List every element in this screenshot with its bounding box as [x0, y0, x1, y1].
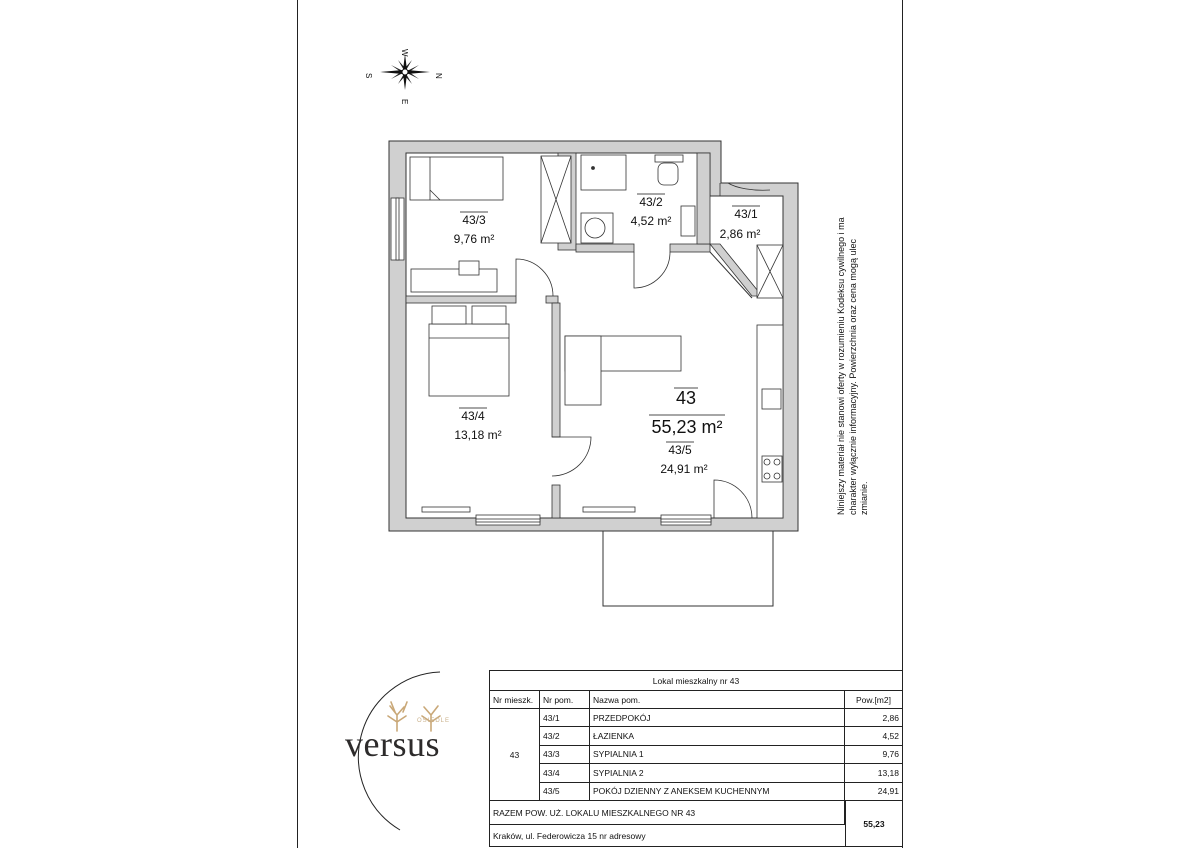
table-row: [540, 727, 902, 745]
apartment-label: [649, 388, 725, 437]
room-label-43-1: [720, 206, 761, 241]
room-label-43-3: [454, 212, 495, 246]
svg-text:4,52 m²: 4,52 m²: [630, 214, 672, 228]
cell-name: ŁAZIENKA: [590, 727, 845, 744]
svg-text:43/5: 43/5: [668, 443, 692, 457]
table-row: [540, 746, 902, 764]
cell-name: POKÓJ DZIENNY Z ANEKSEM KUCHENNYM: [590, 783, 845, 800]
wardrobe-1: [541, 156, 571, 243]
svg-text:55,23 m²: 55,23 m²: [651, 417, 723, 437]
sofa: [565, 336, 681, 405]
cell-name: SYPIALNIA 2: [590, 764, 845, 781]
svg-text:43/4: 43/4: [461, 409, 485, 423]
table-address-row: [490, 825, 902, 846]
cell-nr: 43/5: [540, 783, 590, 800]
header-nr-mieszk: Nr mieszk.: [490, 691, 540, 708]
kitchen-counter: [757, 325, 783, 518]
cell-area: 2,86: [882, 712, 899, 723]
compass-east-label: E: [400, 99, 409, 105]
area-table: [489, 670, 903, 847]
cell-area: 4,52: [882, 731, 899, 742]
logo-small-text: OSIEDLE: [417, 718, 451, 724]
compass-north-label: N: [434, 73, 443, 79]
svg-text:2,86 m²: 2,86 m²: [719, 227, 761, 241]
room-label-43-4: [454, 408, 501, 442]
cell-nr: 43/4: [540, 764, 590, 781]
bed-single: [410, 157, 503, 200]
total-value: 55,23: [845, 801, 902, 846]
compass-rose-icon: [380, 54, 430, 90]
svg-text:24,91 m²: 24,91 m²: [660, 462, 708, 476]
table-title: Lokal mieszkalny nr 43: [652, 675, 740, 686]
cell-name: PRZEDPOKÓJ: [590, 709, 845, 726]
desk-1: [411, 261, 497, 292]
cell-area: 13,18: [877, 767, 899, 778]
svg-text:13,18 m²: 13,18 m²: [454, 428, 502, 442]
table-row: [540, 783, 902, 801]
table-row: [540, 764, 902, 782]
room-label-43-5: [660, 442, 707, 476]
disclaimer-note: Niniejszy materiał nie stanowi oferty w rozumieniu Kodeksu cywilnego i ma charakter wyłącznie informacyjny. Powierzchnia oraz cena mogą ulec zmianie.: [836, 217, 869, 515]
room-label-43-2: [631, 194, 672, 228]
table-total-row: [490, 801, 902, 825]
table-header-row: [490, 691, 902, 709]
address: Kraków, ul. Federowicza 15 nr adresowy: [493, 830, 646, 841]
svg-text:43: 43: [675, 388, 697, 408]
cell-area: 9,76: [882, 749, 899, 760]
logo-name: versus: [345, 724, 440, 764]
cell-area: 24,91: [877, 786, 899, 797]
cell-nr: 43/1: [540, 709, 590, 726]
table-row: [540, 709, 902, 727]
bathroom-fixtures: [581, 155, 695, 243]
table-title-row: [490, 671, 902, 691]
svg-text:43/1: 43/1: [734, 207, 758, 221]
header-nr-pom: Nr pom.: [540, 691, 590, 708]
apartment-number-cell: 43: [490, 709, 540, 801]
hall-wardrobe: [757, 245, 783, 298]
cell-name: SYPIALNIA 1: [590, 746, 845, 763]
header-pow: Pow.[m2]: [856, 694, 891, 705]
cell-nr: 43/3: [540, 746, 590, 763]
compass-south-label: S: [364, 73, 373, 79]
svg-text:43/3: 43/3: [462, 213, 486, 227]
svg-text:43/2: 43/2: [639, 195, 663, 209]
compass-west-label: W: [400, 49, 409, 57]
svg-text:9,76 m²: 9,76 m²: [453, 232, 495, 246]
header-nazwa: Nazwa pom.: [590, 691, 845, 708]
total-label: RAZEM POW. UŻ. LOKALU MIESZKALNEGO NR 43: [490, 801, 845, 825]
cell-nr: 43/2: [540, 727, 590, 744]
balcony-outline: [603, 530, 773, 606]
bed-double: [429, 306, 509, 396]
